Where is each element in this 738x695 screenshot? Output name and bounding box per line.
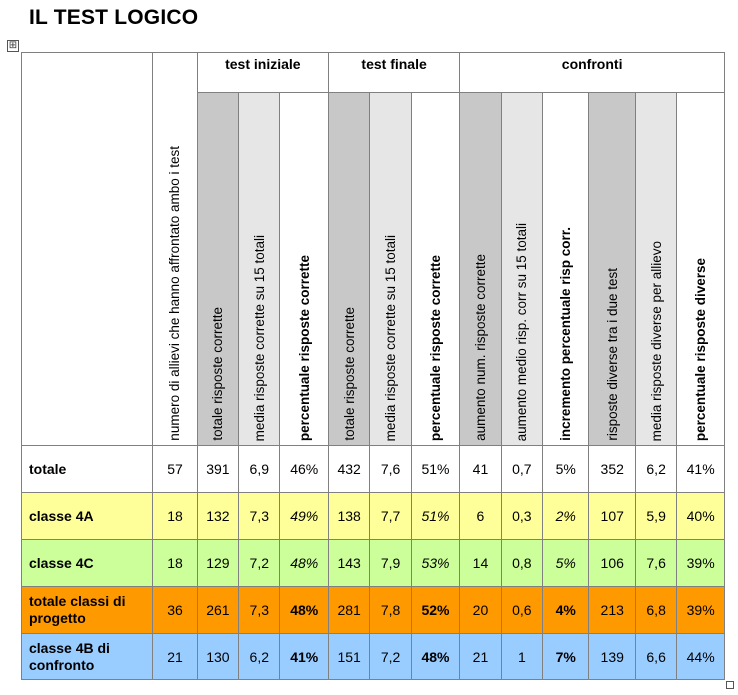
table-row: [22, 493, 725, 540]
table-cell: 7,2: [239, 540, 280, 587]
table-row: [22, 540, 725, 587]
table-row: [22, 446, 725, 493]
table-cell: 7%: [543, 634, 589, 680]
table-cell: 6,6: [635, 634, 676, 680]
table-cell: 53%: [411, 540, 460, 587]
table-cell: 213: [589, 587, 635, 634]
table-cell: 7,3: [239, 493, 280, 540]
table-cell: 36: [153, 587, 197, 634]
table-cell: 20: [460, 587, 501, 634]
table-row: [22, 634, 725, 680]
table-cell: 41: [460, 446, 501, 493]
table-cell: 51%: [411, 493, 460, 540]
table-cell: 48%: [280, 540, 328, 587]
group-confronti: confronti: [460, 53, 725, 93]
table-cell: 2%: [543, 493, 589, 540]
table-cell: 261: [197, 587, 238, 634]
table-cell: 6,9: [239, 446, 280, 493]
table-cell: 0,3: [501, 493, 542, 540]
results-table: [21, 52, 725, 680]
row-label: totale: [22, 446, 153, 493]
header-compare-diff-pct: percentuale risposte diverse: [677, 93, 725, 446]
group-header-row: [22, 53, 725, 93]
header-compare-avg-increase: aumento medio risp. corr su 15 totali: [501, 93, 542, 446]
header-final-avg: media risposte corrette su 15 totali: [370, 93, 411, 446]
group-test-finale: test finale: [328, 53, 459, 93]
table-cell: 106: [589, 540, 635, 587]
table-cell: 139: [589, 634, 635, 680]
corner-cell: [22, 53, 153, 446]
group-test-iniziale: test iniziale: [197, 53, 328, 93]
table-cell: 391: [197, 446, 238, 493]
table-cell: 49%: [280, 493, 328, 540]
table-cell: 132: [197, 493, 238, 540]
table-cell: 41%: [280, 634, 328, 680]
table-cell: 7,8: [370, 587, 411, 634]
header-final-total: totale risposte corrette: [328, 93, 369, 446]
table-cell: 6: [460, 493, 501, 540]
table-cell: 1: [501, 634, 542, 680]
header-initial-avg: media risposte corrette su 15 totali: [239, 93, 280, 446]
table-cell: 51%: [411, 446, 460, 493]
header-final-pct: percentuale risposte corrette: [411, 93, 460, 446]
table-cell: 281: [328, 587, 369, 634]
header-initial-pct: percentuale risposte corrette: [280, 93, 328, 446]
table-row: [22, 587, 725, 634]
row-label: totale classi di progetto: [22, 587, 153, 634]
table-cell: 18: [153, 540, 197, 587]
table-cell: 143: [328, 540, 369, 587]
table-cell: 7,9: [370, 540, 411, 587]
row-label: classe 4B di confronto: [22, 634, 153, 680]
table-cell: 39%: [677, 540, 725, 587]
table-cell: 48%: [411, 634, 460, 680]
page-title: IL TEST LOGICO: [29, 6, 199, 29]
table-cell: 14: [460, 540, 501, 587]
header-compare-diff-avg: media risposte diverse per allievo: [635, 93, 676, 446]
header-students: numero di allievi che hanno affrontato ambo i test: [153, 53, 197, 446]
table-cell: 39%: [677, 587, 725, 634]
table-cell: 432: [328, 446, 369, 493]
table-cell: 7,7: [370, 493, 411, 540]
table-cell: 6,8: [635, 587, 676, 634]
table-cell: 57: [153, 446, 197, 493]
table-cell: 6,2: [239, 634, 280, 680]
table-cell: 21: [460, 634, 501, 680]
table-cell: 151: [328, 634, 369, 680]
header-compare-pct-increase: incremento percentuale risp corr.: [543, 93, 589, 446]
table-cell: 7,6: [370, 446, 411, 493]
row-label: classe 4C: [22, 540, 153, 587]
table-cell: 5%: [543, 540, 589, 587]
table-cell: 6,2: [635, 446, 676, 493]
table-cell: 7,2: [370, 634, 411, 680]
table-cell: 46%: [280, 446, 328, 493]
table-cell: 52%: [411, 587, 460, 634]
table-cell: 44%: [677, 634, 725, 680]
header-initial-total: totale risposte corrette: [197, 93, 238, 446]
header-compare-diff: risposte diverse tra i due test: [589, 93, 635, 446]
table-cell: 352: [589, 446, 635, 493]
table-cell: 0,8: [501, 540, 542, 587]
table-resize-handle-icon[interactable]: [726, 681, 734, 689]
table-cell: 4%: [543, 587, 589, 634]
table-cell: 7,3: [239, 587, 280, 634]
header-compare-increase: aumento num. risposte corrette: [460, 93, 501, 446]
table-cell: 5%: [543, 446, 589, 493]
table-cell: 41%: [677, 446, 725, 493]
table-cell: 138: [328, 493, 369, 540]
table-cell: 0,7: [501, 446, 542, 493]
table-cell: 18: [153, 493, 197, 540]
table-cell: 129: [197, 540, 238, 587]
table-move-handle-icon[interactable]: ⊞: [8, 40, 18, 51]
table-cell: 7,6: [635, 540, 676, 587]
table-cell: 48%: [280, 587, 328, 634]
table-cell: 40%: [677, 493, 725, 540]
table-cell: 130: [197, 634, 238, 680]
table-cell: 0,6: [501, 587, 542, 634]
table-cell: 5,9: [635, 493, 676, 540]
row-label: classe 4A: [22, 493, 153, 540]
table-cell: 21: [153, 634, 197, 680]
table-cell: 107: [589, 493, 635, 540]
